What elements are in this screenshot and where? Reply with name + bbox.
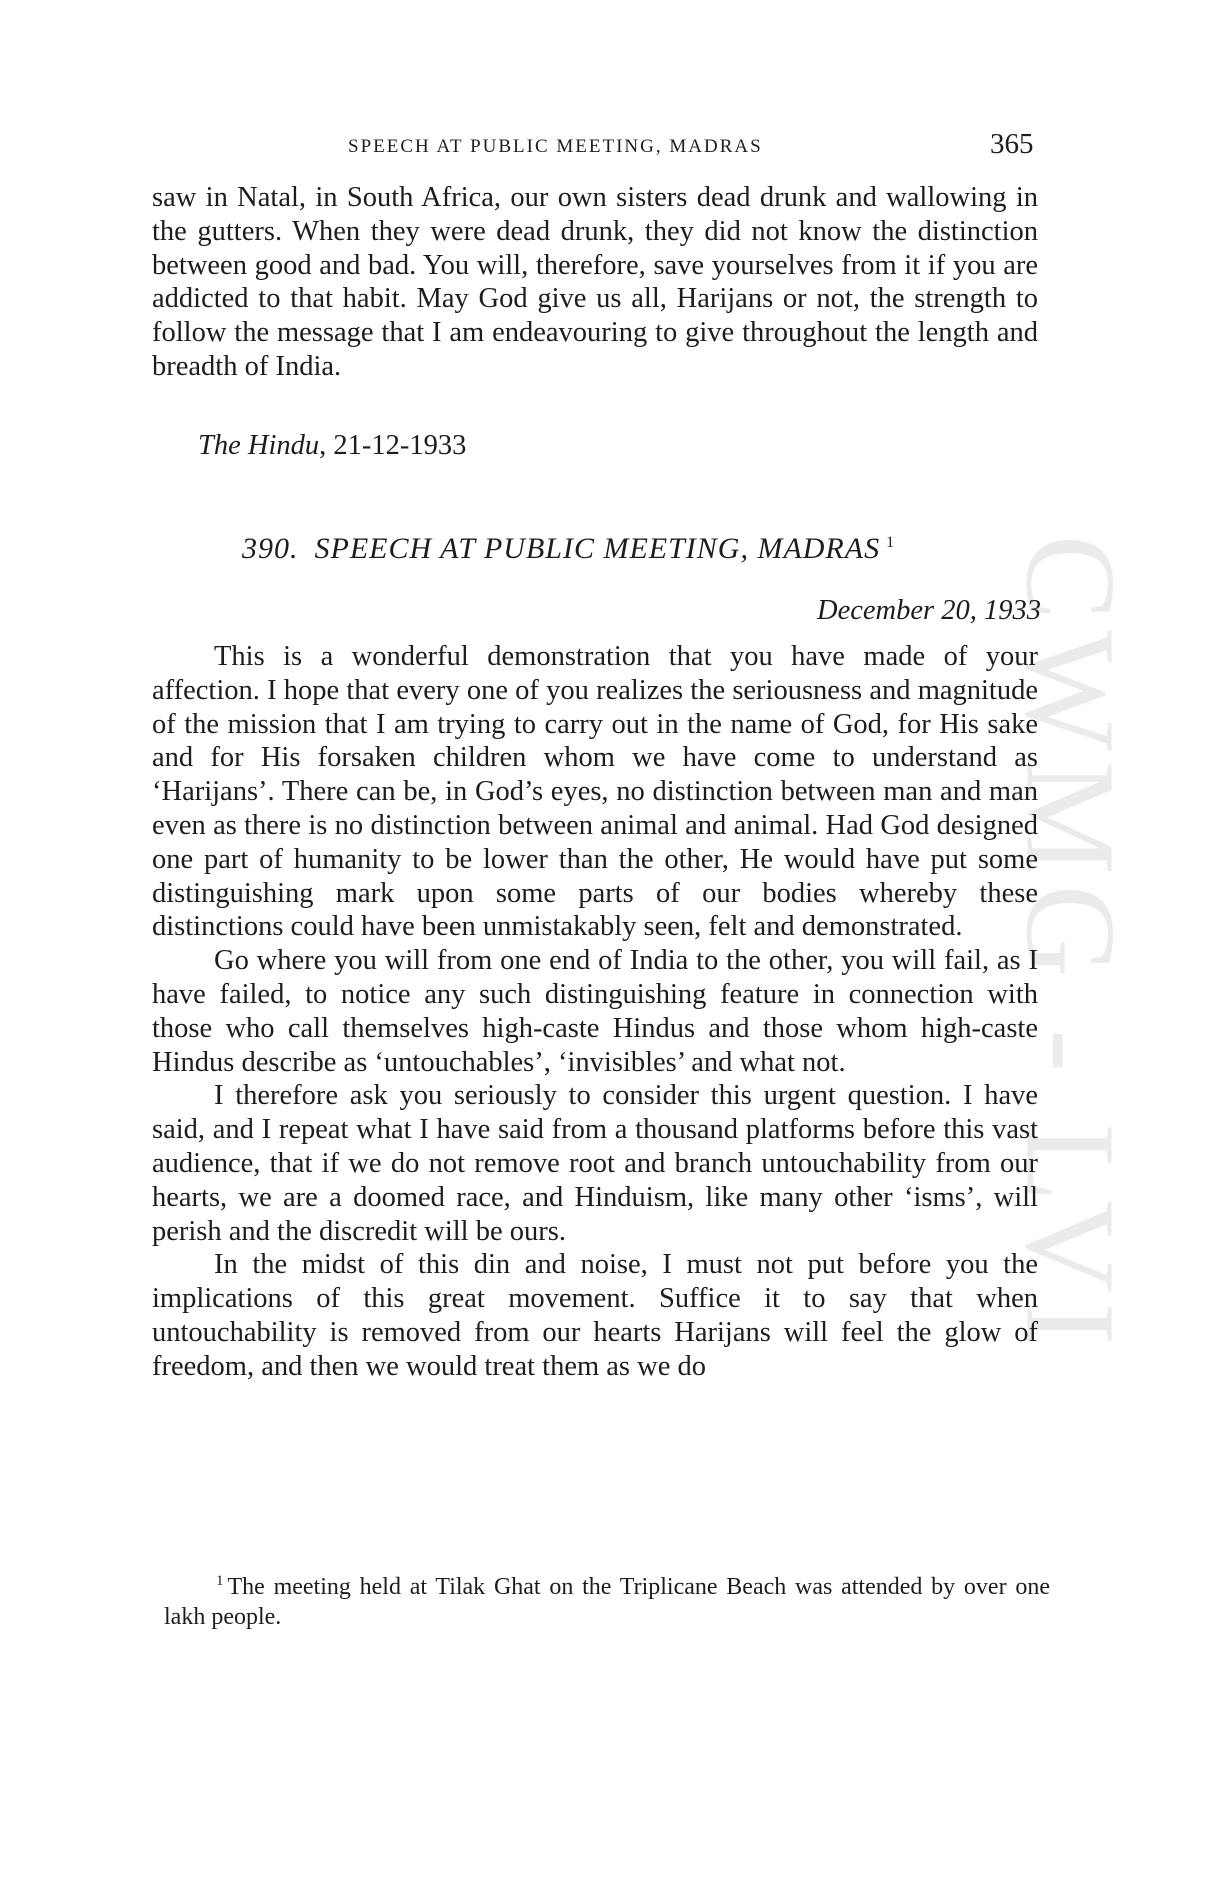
- running-head: SPEECH AT PUBLIC MEETING, MADRAS: [348, 136, 763, 157]
- speech-paragraph: I therefore ask you seriously to consider this urgent question. I have said, and I repeat what I have said from a thousand platforms before this vast audience, that if we do not remove root and branch untouchability from our hearts, we are a doomed race, and Hinduism, like many other ‘isms’, will perish and the discredit will be ours.: [152, 1080, 1038, 1247]
- footnote-number: 1: [216, 1573, 224, 1589]
- speech-paragraph: In the midst of this din and noise, I must not put before you the implications of this great movement. Suffice it to say that when untouchability is removed from our hearts Harijans will feel the glow of freedom, and then we would treat them as we do: [152, 1249, 1038, 1382]
- source-citation: [198, 430, 466, 462]
- speech-paragraph: Go where you will from one end of India to the other, you will fail, as I have failed, to notice any such distinguishing feature in connection with those who call themselves high-caste Hindus and those whom high-caste Hindus describe as ‘untouchables’, ‘invisibles’ and what not.: [152, 945, 1038, 1078]
- footnote-marker: 1: [886, 534, 896, 551]
- source-journal: The Hindu: [198, 430, 320, 461]
- page-number: 365: [990, 128, 1034, 160]
- footnote-text: The meeting held at Tilak Ghat on the Triplicane Beach was attended by over one lakh people.: [164, 1574, 1050, 1630]
- speech-body: [152, 640, 1038, 1384]
- speech-paragraph: This is a wonderful demonstration that you have made of your affection. I hope that every one of you realizes the seriousness and magnitude of the mission that I am trying to carry out in the name of God, for His sake and for His forsaken children whom we have come to understand as ‘Harijans’. There can be, in God’s eyes, no distinction between man and man even as there is no distinction between animal and animal. Had God designed one part of humanity to be lower than the other, He would have put some distinguishing mark upon some parts of our bodies whereby these distinctions could have been unmistakably seen, felt and demonstrated.: [152, 641, 1038, 943]
- speech-date: December 20, 1933: [817, 595, 1041, 626]
- section-number: 390.: [242, 532, 299, 565]
- continued-paragraph: saw in Natal, in South Africa, our own sisters dead drunk and wallowing in the gutters. When they were dead drunk, they did not know the distinction between good and bad. You will, therefore, save yourselves from it if you are addicted to that habit. May God give us all, Harijans or not, the strength to follow the message that I am endeavouring to give throughout the length and breadth of India.: [152, 182, 1038, 382]
- section-title: SPEECH AT PUBLIC MEETING, MADRAS: [314, 532, 881, 565]
- footnote: [164, 1566, 1050, 1632]
- watermark-text: CWMG - LVI: [999, 534, 1142, 1356]
- continued-paragraph-block: [152, 181, 1038, 384]
- source-date: , 21-12-1933: [319, 430, 467, 461]
- section-heading: [242, 532, 895, 566]
